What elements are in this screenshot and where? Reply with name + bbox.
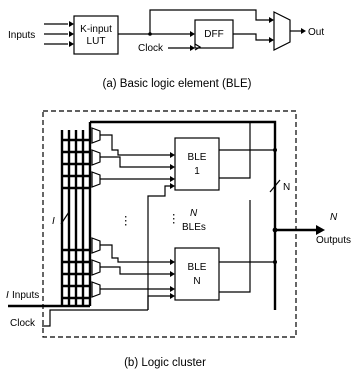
ble-caption: (a) Basic logic element (BLE) xyxy=(102,78,252,90)
outputs-label: Outputs xyxy=(316,235,352,246)
ble-n-label-line1: BLE xyxy=(187,262,207,273)
lut-box xyxy=(74,16,118,54)
ble-output-mux xyxy=(274,12,290,50)
ble-inputs-label: Inputs xyxy=(8,30,36,41)
blen-input-muxes xyxy=(92,238,175,297)
ble-1-label-line1: BLE xyxy=(187,152,207,163)
dff-label: DFF xyxy=(204,29,224,40)
bus-label-n: N xyxy=(283,182,291,193)
input-bus-verticals xyxy=(62,122,90,306)
ellipsis-mid: ⋮ xyxy=(168,213,180,225)
ble1-input-muxes xyxy=(92,128,175,187)
n-bles-italic: N xyxy=(190,208,198,219)
cluster-clock-label: Clock xyxy=(10,318,36,329)
ble-out-label: Out xyxy=(308,27,325,38)
bus-label-i: I xyxy=(52,216,55,227)
cluster-diagram xyxy=(6,111,351,369)
ble-n-label-line2: N xyxy=(193,276,201,287)
ble-diagram xyxy=(8,10,324,90)
cluster-caption: (b) Logic cluster xyxy=(124,357,206,369)
ellipsis-left: ⋮ xyxy=(120,215,132,227)
ble-clock-label: Clock xyxy=(138,43,164,54)
ble-1-label-line2: 1 xyxy=(194,166,200,177)
ble-1-box xyxy=(175,138,219,190)
outputs-n: N xyxy=(330,212,338,223)
inputs-text: Inputs xyxy=(12,290,40,301)
n-bles-text: BLEs xyxy=(182,222,206,233)
lut-label-line2: LUT xyxy=(86,36,106,47)
inputs-italic: I xyxy=(6,290,9,301)
lut-label-line1: K-input xyxy=(80,24,112,35)
ble-n-box xyxy=(175,248,219,300)
